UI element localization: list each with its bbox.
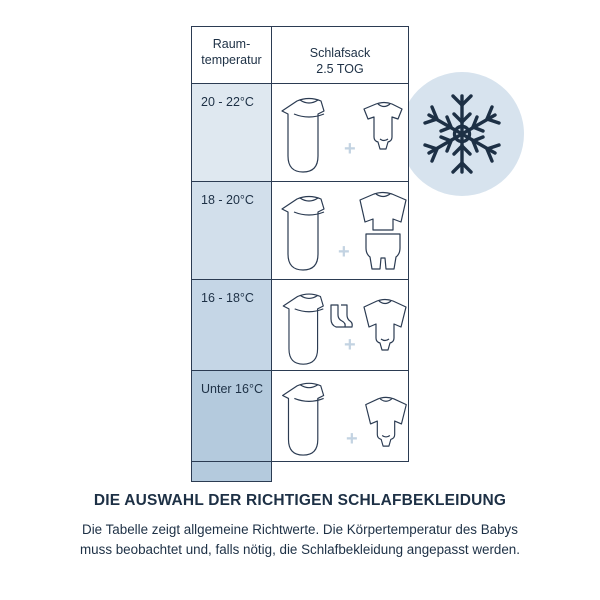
plus-symbol: + [346,428,358,450]
snowflake-icon [400,72,524,196]
plus-symbol: + [338,241,350,263]
table-row [192,279,408,370]
header-temperature-line1: Raum- [212,37,251,51]
table-row [192,370,408,461]
snowflake-badge [400,72,524,196]
long-sleeve-bodysuit-icon [358,393,414,451]
caption-line-2: muss beobachtet und, falls nötig, die Schlafbekleidung angepasst werden. [80,542,520,557]
long-sleeve-bodysuit-icon [356,296,414,354]
caption-title: DIE AUSWAHL DER RICHTIGEN SCHLAFBEKLEIDUNG [93,492,507,509]
row-temperature-1: 20 - 22°C [192,84,272,181]
table-header-row [192,27,408,83]
header-clothing-line2: 2.5 TOG [316,62,364,76]
header-clothing-line1: Schlafsack [309,46,371,60]
header-temperature-line2: temperatur [201,53,262,67]
row-clothing-2 [272,182,408,279]
row-clothing-4 [272,371,408,461]
plus-symbol: + [344,334,356,356]
table-row [192,181,408,279]
sleeping-bag-icon [280,90,338,176]
socks-icon [324,302,354,330]
header-clothing-cell [272,27,408,83]
row-clothing-1 [272,84,408,181]
row-clothing-3 [272,280,408,370]
caption-line-1: Die Tabelle zeigt allgemeine Richtwerte. Die Körpertemperatur des Babys [82,522,518,537]
plus-symbol: + [344,138,356,160]
header-temperature-cell [192,27,272,83]
temperature-clothing-table [191,26,409,462]
row-temperature-3: 16 - 18°C [192,280,272,370]
row-temperature-4: Unter 16°C [192,371,272,461]
bodysuit-pants-icon [356,230,410,272]
table-row [192,83,408,181]
row-temperature-2: 18 - 20°C [192,182,272,279]
long-sleeve-shirt-icon [352,188,414,232]
sleeping-bag-icon [280,375,338,459]
caption-block [0,492,600,560]
short-sleeve-bodysuit-icon [356,98,412,154]
sleeping-bag-icon [280,188,338,274]
